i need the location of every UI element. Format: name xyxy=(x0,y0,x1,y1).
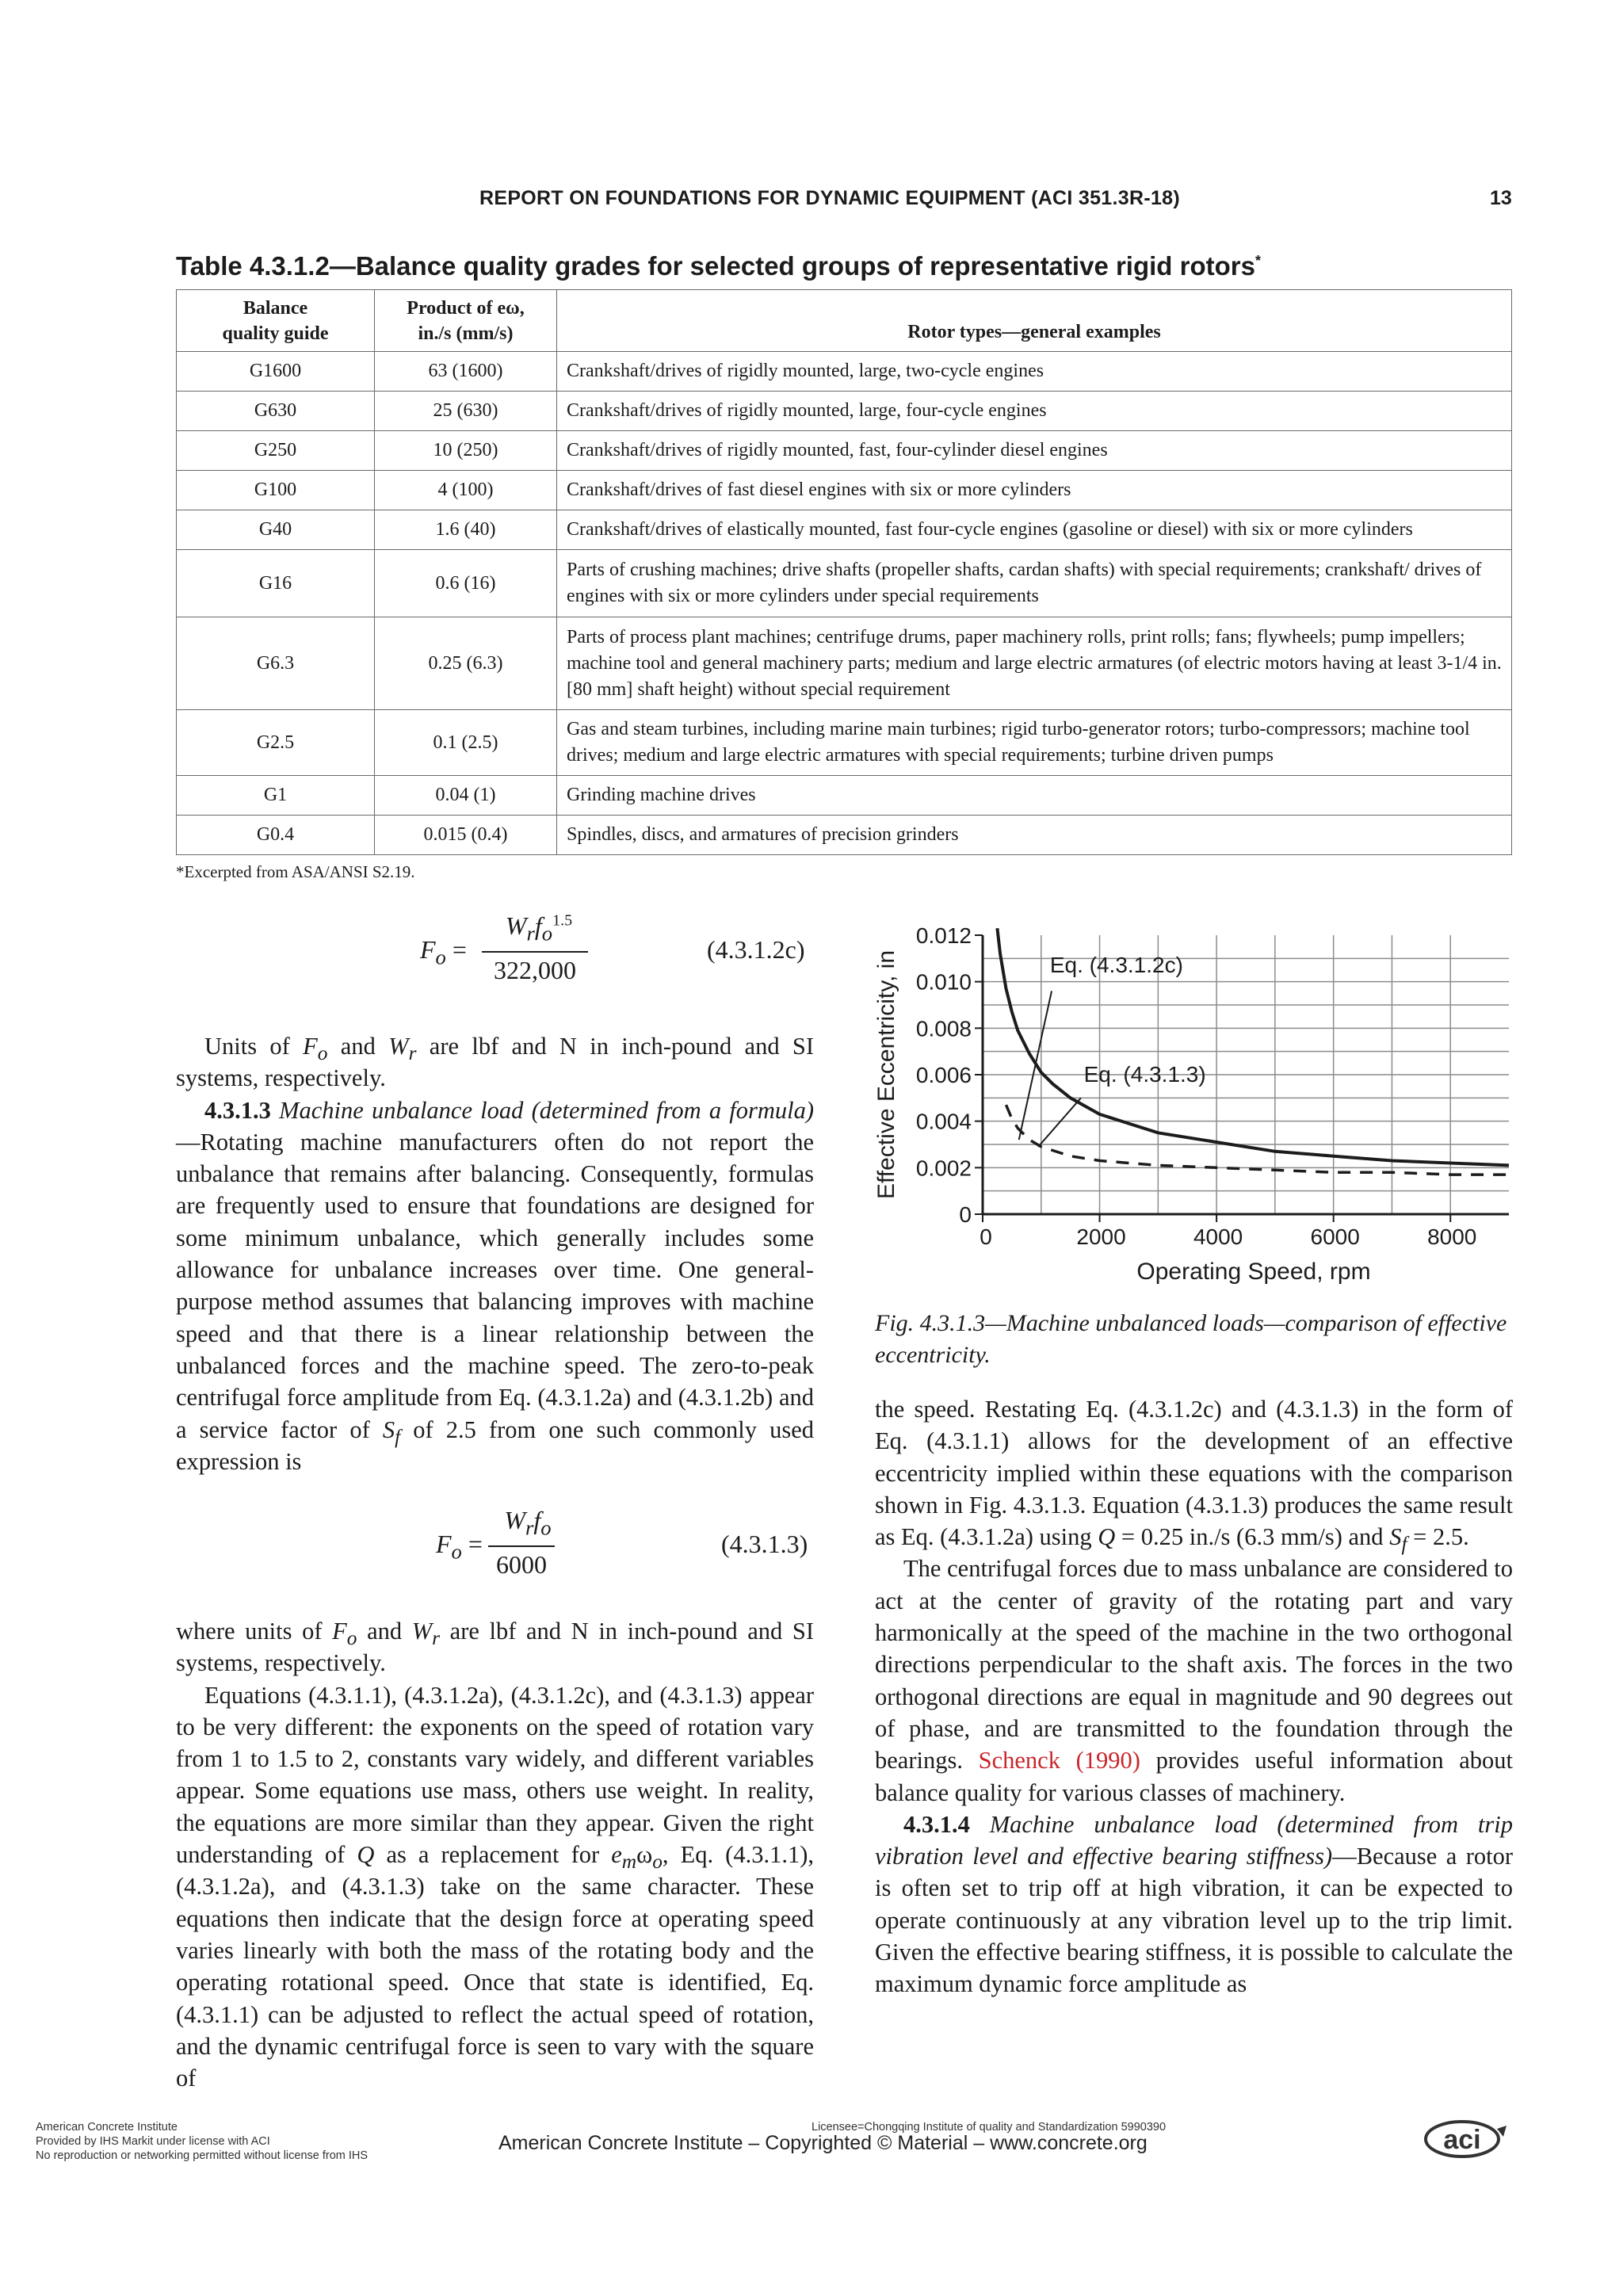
eq1-lhs: $F_o$ = xyxy=(420,935,467,969)
eq1-num-w: W xyxy=(505,911,527,940)
left-column-top xyxy=(176,1030,814,1477)
eq1-fraction-bar xyxy=(482,951,588,953)
t: o xyxy=(317,1042,328,1065)
product-cell: 63 (1600) xyxy=(375,352,557,392)
t: f xyxy=(1401,1533,1407,1556)
section-number: 4.3.1.4 xyxy=(903,1810,970,1838)
grade-cell: G16 xyxy=(177,550,375,617)
table-row xyxy=(177,510,1512,550)
eq1-numerator xyxy=(483,911,594,946)
x-tick-label: 4000 xyxy=(1193,1224,1243,1249)
eq2-num-w-sub: r xyxy=(525,1515,534,1540)
table-row xyxy=(177,816,1512,855)
y-axis-title: Effective Eccentricity, in xyxy=(873,949,899,1200)
t: W xyxy=(411,1618,433,1645)
grade-cell: G6.3 xyxy=(177,617,375,710)
header-product xyxy=(375,290,557,352)
rotor-types-cell: Spindles, discs, and armatures of precision grinders xyxy=(557,816,1512,855)
t: are lbf and N in inch-pound and SI systems, respectively. xyxy=(176,1033,815,1092)
annotation-leader xyxy=(1019,991,1052,1140)
rotor-types-cell: Parts of crushing machines; drive shafts (propeller shafts, cardan shafts) with special requirements; crankshaft/ drives of engines with six or more cylinders under special requirements xyxy=(557,550,1512,617)
t: r xyxy=(408,1042,417,1065)
centrifugal-paragraph xyxy=(875,1553,1513,1808)
t: S xyxy=(1389,1523,1402,1551)
footer-line: No reproduction or networking permitted without license from IHS xyxy=(36,2149,369,2162)
eq2-number: (4.3.1.3) xyxy=(721,1530,808,1558)
table-footnote: *Excerpted from ASA/ANSI S2.19. xyxy=(176,862,415,881)
x-tick-label: 2000 xyxy=(1076,1224,1126,1249)
t: o xyxy=(346,1627,357,1650)
rotor-types-cell: Crankshaft/drives of rigidly mounted, large, four-cycle engines xyxy=(557,392,1512,431)
eq2-lhs: $F_o$ = xyxy=(436,1530,483,1564)
t: = 2.5. xyxy=(1407,1523,1469,1551)
x-axis-title: Operating Speed, rpm xyxy=(1136,1259,1371,1285)
running-title: REPORT ON FOUNDATIONS FOR DYNAMIC EQUIPMENT (ACI 351.3R-18) xyxy=(479,187,1180,209)
t: the speed. Restating Eq. (4.3.1.2c) and (4.3.1.3) in the form of Eq. (4.3.1.1) allows for the development of an effective eccentricity implied within these equations with the comparison shown in Fig. 4.3.1.3. Equation (4.3.1.3) produces the same result as Eq. (4.3.1.2a) using xyxy=(875,1396,1513,1551)
t: F xyxy=(303,1033,318,1060)
t: ω xyxy=(636,1841,653,1869)
t: Q xyxy=(357,1841,375,1869)
eq1-num-sup: 1.5 xyxy=(552,911,573,930)
y-tick-label: 0.008 xyxy=(915,1016,972,1041)
t: Units of xyxy=(204,1033,304,1060)
t: , Eq. (4.3.1.1), (4.3.1.2a), and (4.3.1.3) take on the same character. These equations then indicate that the design force at operating speed varies linearly with both the mass of the rotating body and the operating rotational speed. Once that state is identified, Eq. (4.3.1.1) can be adjusted to reflect the actual speed of rotation, and the dynamic centrifugal force is seen to vary with the square of xyxy=(176,1841,814,2092)
t: Q xyxy=(1098,1523,1116,1551)
t: m xyxy=(621,1851,637,1874)
table-row xyxy=(177,392,1512,431)
section-4-3-1-3 xyxy=(176,1095,814,1478)
section-number: 4.3.1.3 xyxy=(204,1096,271,1124)
eq2-lhs-sub: o xyxy=(451,1539,462,1564)
rotor-types-cell: Grinding machine drives xyxy=(557,776,1512,816)
eq2-fraction-bar xyxy=(488,1545,555,1547)
table-row xyxy=(177,617,1512,710)
table-title-mark: * xyxy=(1254,253,1261,269)
t: W xyxy=(388,1033,409,1060)
product-cell: 0.04 (1) xyxy=(375,776,557,816)
t: S xyxy=(382,1415,395,1443)
where-paragraph xyxy=(176,1615,814,1679)
aci-logo xyxy=(1421,2115,1508,2162)
product-cell: 4 (100) xyxy=(375,471,557,510)
annotation-leader xyxy=(1038,1098,1081,1147)
left-column-bottom xyxy=(176,1615,814,2094)
y-tick-label: 0.010 xyxy=(915,969,972,995)
t: e xyxy=(611,1841,622,1869)
table-row xyxy=(177,710,1512,776)
t: r xyxy=(432,1627,441,1650)
y-tick-label: 0 xyxy=(959,1202,972,1227)
footer-line: American Concrete Institute xyxy=(36,2121,178,2134)
t: Equations (4.3.1.1), (4.3.1.2a), (4.3.1.2c), and (4.3.1.3) appear to be very different: the exponents on the speed of rotation vary from 1 to 1.5 to 2, constants vary widely, and different variables appear. Some equations use mass, others use weight. In reality, the equations are more similar than they appear. Given the right understanding of xyxy=(176,1681,814,1869)
footer-copyright: American Concrete Institute – Copyrighted © Material – www.concrete.org xyxy=(498,2132,1148,2154)
y-tick-label: 0.006 xyxy=(915,1063,972,1087)
table-row xyxy=(177,471,1512,510)
header-guide-text: Balance quality guide xyxy=(222,297,329,344)
t: as a replacement for xyxy=(374,1841,612,1869)
x-tick-label: 0 xyxy=(980,1224,992,1249)
equations-paragraph xyxy=(176,1679,814,2095)
product-cell: 0.1 (2.5) xyxy=(375,710,557,776)
annotation-eq-4-3-1-3: Eq. (4.3.1.3) xyxy=(1083,1061,1206,1087)
chart-labels xyxy=(873,923,1476,1285)
page-number: 13 xyxy=(1490,187,1512,209)
section-4-3-1-4 xyxy=(875,1809,1513,2000)
table-row xyxy=(177,431,1512,471)
units-paragraph xyxy=(176,1030,814,1095)
grade-cell: G1600 xyxy=(177,352,375,392)
rotor-types-cell: Crankshaft/drives of elastically mounted, fast four-cycle engines (gasoline or diesel) with six or more cylinders xyxy=(557,510,1512,550)
t: The centrifugal forces due to mass unbalance are considered to act at the center of gravity of the rotating part and vary harmonically at the speed of the machine in the two orthogonal directions perpendicular to the shaft axis. The forces in the two orthogonal directions are equal in magnitude and 90 degrees out of phase, and are transmitted to the foundation through the bearings. xyxy=(875,1555,1513,1775)
t: of 2.5 from one such commonly used expression is xyxy=(176,1415,814,1475)
product-cell: 1.6 (40) xyxy=(375,510,557,550)
right-column xyxy=(875,1393,1513,2000)
footer-left xyxy=(36,2120,368,2163)
t: o xyxy=(652,1851,663,1874)
product-cell: 0.015 (0.4) xyxy=(375,816,557,855)
restating-paragraph xyxy=(875,1393,1513,1556)
rotor-types-cell: Crankshaft/drives of rigidly mounted, fast, four-cylinder diesel engines xyxy=(557,431,1512,471)
t: f xyxy=(395,1425,401,1448)
eq1-denominator: 322,000 xyxy=(494,956,576,984)
t: —Because a rotor is often set to trip off at high vibration, it can be expected to operate continuously at any vibration level up to the trip limit. Given the effective bearing stiffness, it is possible to calculate the maximum dynamic force amplitude as xyxy=(875,1843,1513,1998)
license-note: Licensee=Chongqing Institute of quality and Standardization 5990390 xyxy=(812,2121,1167,2134)
section-title: Machine unbalance load (determined from trip vibration level and effective bearing stiffness) xyxy=(875,1810,1513,1870)
section-title: Machine unbalance load (determined from a formula) xyxy=(279,1096,815,1124)
t: are lbf and N in inch-pound and SI systems, respectively. xyxy=(176,1618,814,1677)
eq1-num-f: f xyxy=(534,911,542,940)
t: where units of xyxy=(176,1618,333,1645)
grade-cell: G2.5 xyxy=(177,710,375,776)
t: and xyxy=(357,1618,412,1645)
table-row xyxy=(177,550,1512,617)
product-cell: 0.25 (6.3) xyxy=(375,617,557,710)
table-row xyxy=(177,776,1512,816)
eq2-lhs-var: F xyxy=(436,1530,452,1558)
grade-cell: G250 xyxy=(177,431,375,471)
annotation-eq-4-3-1-2c: Eq. (4.3.1.2c) xyxy=(1049,952,1183,977)
t: and xyxy=(327,1033,389,1060)
eccentricity-chart xyxy=(870,911,1528,1300)
eq2-num-f-sub: o xyxy=(540,1515,552,1540)
y-tick-label: 0.004 xyxy=(915,1109,972,1134)
y-tick-label: 0.002 xyxy=(915,1156,972,1181)
table-header-row xyxy=(177,290,1512,352)
table-row xyxy=(177,352,1512,392)
eq2-denominator: 6000 xyxy=(496,1550,547,1579)
chart-axes xyxy=(975,935,1509,1222)
equation-4-3-1-2c xyxy=(420,911,816,991)
eq1-lhs-var: F xyxy=(420,935,436,964)
header-guide xyxy=(177,290,375,352)
header-rotor-types xyxy=(557,290,1512,352)
equation-4-3-1-3 xyxy=(436,1506,816,1585)
header-rotor-types-text: Rotor types—general examples xyxy=(907,322,1161,342)
header-product-text: Product of eω, in./s (mm/s) xyxy=(407,297,525,344)
rotor-types-cell: Parts of process plant machines; centrifuge drums, paper machinery rolls, print rolls; fans; flywheels; pump impellers; machine tool and general machinery parts; medium and large electric armatures (of electric motors having at least 3-1/4 in. [80 mm] shaft height) without special requirement xyxy=(557,617,1512,710)
eq1-num-w-sub: r xyxy=(526,921,535,946)
rotor-types-cell: Crankshaft/drives of rigidly mounted, large, two-cycle engines xyxy=(557,352,1512,392)
x-tick-label: 8000 xyxy=(1427,1224,1477,1249)
rotor-types-cell: Crankshaft/drives of fast diesel engines with six or more cylinders xyxy=(557,471,1512,510)
grade-cell: G630 xyxy=(177,392,375,431)
schenck-reference-link[interactable]: Schenck (1990) xyxy=(978,1747,1140,1775)
rotor-types-cell: Gas and steam turbines, including marine main turbines; rigid turbo-generator rotors; turbo-compressors; machine tool drives; medium and large electric armatures with special requirements; turbine driven pumps xyxy=(557,710,1512,776)
eq1-number: (4.3.1.2c) xyxy=(707,935,805,964)
t: —Rotating machine manufacturers often do not report the unbalance that remains after balancing. Consequently, formulas are frequently used to ensure that foundations are designed for some minimum unbalance, which generally includes some allowance for unbalance increases over time. One general-purpose method assumes that balancing improves with machine speed and that there is a linear relationship between the unbalanced forces and the machine speed. The zero-to-peak centrifugal force amplitude from Eq. (4.3.1.2a) and (4.3.1.2b) and a service factor of xyxy=(176,1128,814,1443)
footer-line: Provided by IHS Markit under license with ACI xyxy=(36,2135,270,2148)
t: provides useful information about balance quality for various classes of machinery. xyxy=(875,1747,1514,1806)
grade-cell: G0.4 xyxy=(177,816,375,855)
eq2-num-f: f xyxy=(533,1506,541,1534)
product-cell: 10 (250) xyxy=(375,431,557,471)
t: F xyxy=(332,1618,347,1645)
product-cell: 25 (630) xyxy=(375,392,557,431)
eq1-num-f-sub: o xyxy=(541,921,553,946)
grade-cell: G1 xyxy=(177,776,375,816)
eq1-lhs-sub: o xyxy=(435,945,446,969)
table-title xyxy=(176,251,1261,281)
grade-cell: G100 xyxy=(177,471,375,510)
t: = 0.25 in./s (6.3 mm/s) and xyxy=(1115,1523,1390,1551)
balance-quality-table xyxy=(176,289,1512,855)
grade-cell: G40 xyxy=(177,510,375,550)
figure-caption: Fig. 4.3.1.3—Machine unbalanced loads—comparison of effective eccentricity. xyxy=(875,1310,1507,1368)
y-tick-label: 0.012 xyxy=(915,923,972,948)
series-line-eq-4-3-1-3 xyxy=(1006,1105,1510,1175)
x-tick-label: 6000 xyxy=(1310,1224,1360,1249)
eq2-num-w: W xyxy=(504,1506,526,1534)
table-title-text: Table 4.3.1.2—Balance quality grades for selected groups of representative rigid rotors xyxy=(176,251,1255,281)
product-cell: 0.6 (16) xyxy=(375,550,557,617)
eq2-numerator xyxy=(488,1506,567,1540)
aci-logo-text: aci xyxy=(1443,2125,1481,2155)
